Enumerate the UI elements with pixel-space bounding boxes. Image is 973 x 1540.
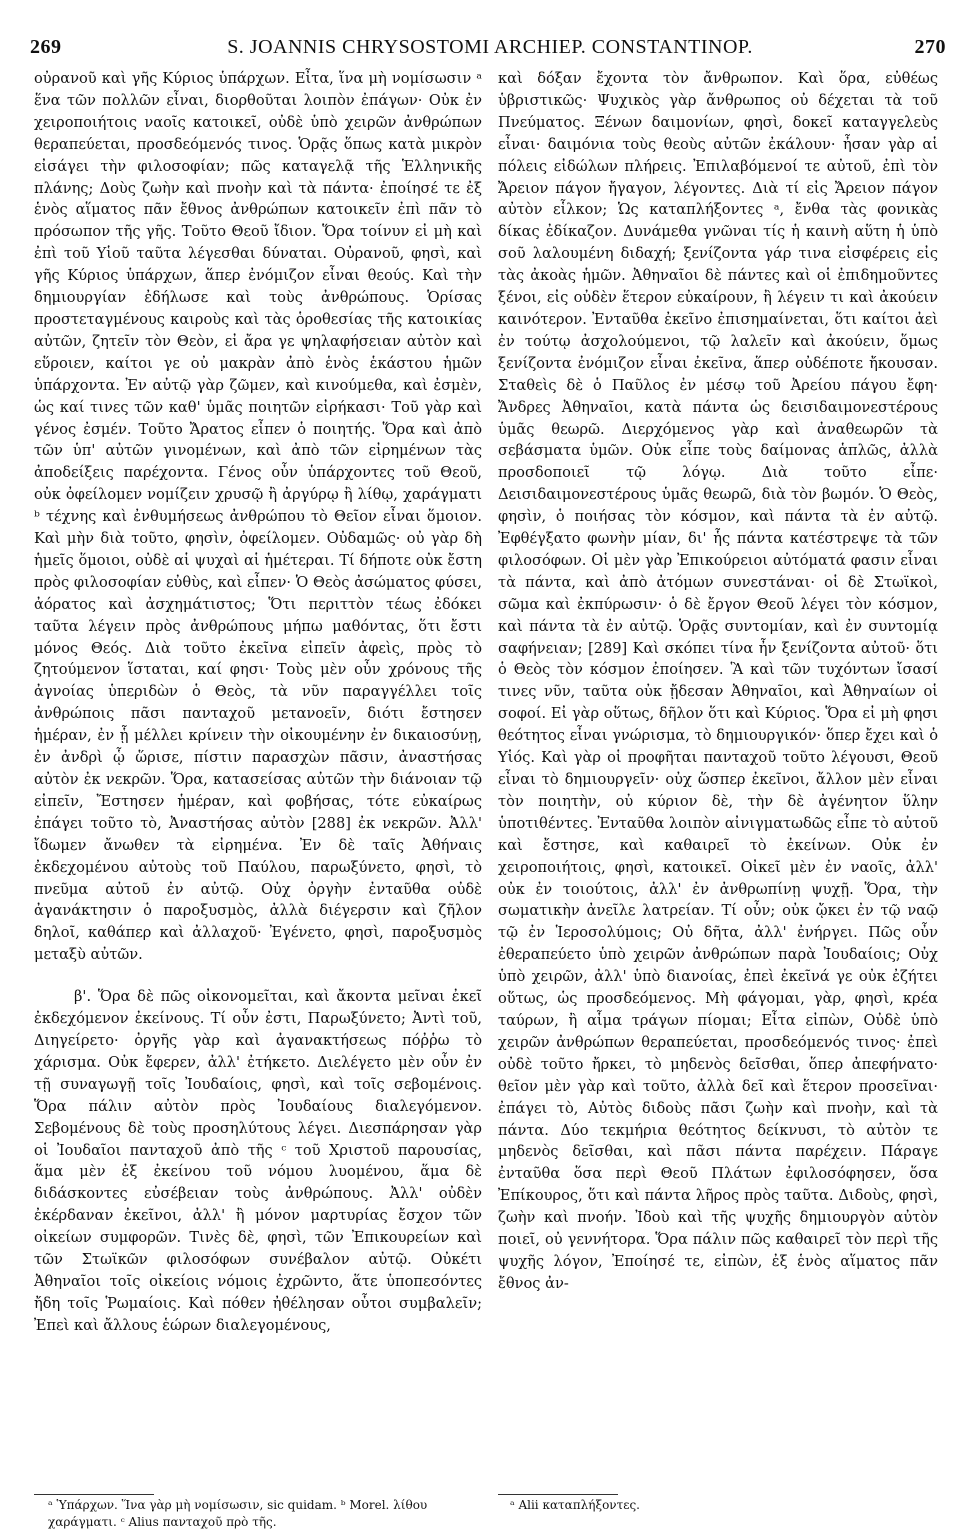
footnote-rule-right — [498, 1494, 618, 1495]
footnotes-right: ᵃ Alii καταπλήξοντες. — [510, 1498, 640, 1512]
left-paragraph-1: οὐρανοῦ καὶ γῆς Κύριος ὑπάρχων. Εἶτα, ἵνα μὴ νομίσωσιν ᵃ ἕνα τῶν πολλῶν εἶναι, διορθοῦται λοιπὸν ἐπάγων· Οὐκ ἐν χειροποιήτοις ναοῖς κατοικεῖ, οὐδὲ ὑπὸ χειρῶν ἀνθρώπων θεραπεύεται, προσδεόμενός τινος. Ὁρᾷς ὅπως κατὰ μικρὸν εἰσάγει τὴν φιλοσοφίαν; πῶς καταγελᾷ τῆς Ἑλληνικῆς πλάνης; Δοὺς ζωὴν καὶ πνοὴν καὶ τὰ πάντα· ἐποίησέ τε ἐξ ἑνὸς αἵματος πᾶν ἔθνος ἀνθρώπων κατοικεῖν ἐπὶ πᾶν τὸ πρόσωπον τῆς γῆς. Τοῦτο Θεοῦ ἴδιον. Ὅρα τοίνυν εἰ μὴ καὶ ἐπὶ τοῦ Υἱοῦ ταῦτα λέγεσθαι δύναται. Οὐρανοῦ, φησὶ, καὶ γῆς Κύριος ὑπάρχων, ἅπερ ἐνόμιζον εἶναι θεούς. Καὶ τὴν δημιουργίαν ἐδήλωσε καὶ τοὺς ἀνθρώπους. Ὁρίσας προστεταγμένους καιροὺς καὶ τὰς ὁροθεσίας τῆς κατοικίας αὐτῶν, ζητεῖν τὸν Θεὸν, εἰ ἄρα γε ψηλαφήσειαν αὐτὸν καὶ εὕροιεν, καίτοι γε οὐ μακρὰν ἀπὸ ἑνὸς ἑκάστου ἡμῶν ὑπάρχοντα. Ἐν αὐτῷ γὰρ ζῶμεν, καὶ κινούμεθα, καὶ ἐσμὲν, ὡς καί τινες τῶν καθ' ὑμᾶς ποιητῶν εἰρήκασι· Τοῦ γὰρ καὶ γένος ἐσμέν. Τοῦτο Ἄρατος εἶπεν ὁ ποιητής. Ὅρα καὶ ἀπὸ τῶν ὑπ' αὐτῶν γινομένων, καὶ ἀπὸ τῶν εἰρημένων τὰς ἀποδείξεις παρέχοντα. Γένος οὖν ὑπάρχοντες τοῦ Θεοῦ, οὐκ ὀφείλομεν νομίζειν χρυσῷ ἢ ἀργύρῳ ἢ λίθῳ, χαράγματι ᵇ τέχνης καὶ ἐνθυμήσεως ἀνθρώπου τὸ Θεῖον εἶναι ὅμοιον. Καὶ μὴν διὰ τοῦτο, φησὶν, ὀφείλομεν. Οὐδαμῶς· οὐ γὰρ δὴ ἡμεῖς ὅμοιοι, οὐδὲ αἱ ψυχαὶ αἱ ἡμέτεραι. Τί δήποτε οὐκ ἔστη πρὸς φιλοσοφίαν εὐθὺς, καὶ εἶπεν· Ὁ Θεὸς ἀσώματος φύσει, ἀόρατος καὶ ἀσχημάτιστος; Ὅτι περιττὸν τέως ἐδόκει ταῦτα λέγειν πρὸς ἀνθρώπους μήπω μαθόντας, ὅτι ἔστι μόνος Θεός. Διὰ τοῦτο ἐκεῖνα εἰπεῖν ἀφεὶς, πρὸς τὸ ζητούμενον ἵσταται, καί φησι· Τοὺς μὲν οὖν χρόνους τῆς ἀγνοίας ὑπεριδὼν ὁ Θεὸς, τὰ νῦν παραγγέλλει τοῖς ἀνθρώποις πᾶσι πανταχοῦ μετανοεῖν, διότι ἔστησεν ἡμέραν, ἐν ᾗ μέλλει κρίνειν τὴν οἰκουμένην ἐν δικαιοσύνῃ, ἐν ἀνδρὶ ᾧ ὥρισε, πίστιν παρασχὼν πᾶσιν, ἀναστήσας αὐτὸν ἐκ νεκρῶν. Ὅρα, κατασείσας αὐτῶν τὴν διάνοιαν τῷ εἰπεῖν, Ἔστησεν ἡμέραν, καὶ φοβήσας, τότε εὐκαίρως ἐπάγει τοῦτο τὸ, Ἀναστήσας αὐτὸν [288] ἐκ νεκρῶν. Ἀλλ' ἴδωμεν ἄνωθεν τὰ εἰρημένα. Ἐν δὲ ταῖς Ἀθήναις ἐκδεχομένου αὐτοὺς τοῦ Παύλου, παρωξύνετο, φησὶ, τὸ πνεῦμα αὐτοῦ ἐν αὐτῷ. Οὐχ ὀργὴν ἐνταῦθα οὐδὲ ἀγανάκτησιν ὁ παροξυσμὸς, ἀλλὰ διέγερσιν καὶ ζῆλον δηλοῖ, καθάπερ καὶ ἀλλαχοῦ· Ἐγένετο, φησὶ, παροξυσμὸς μεταξὺ αὐτῶν. — [34, 70, 482, 964]
footnotes-left: ᵃ Ὑπάρχων. Ἵνα γὰρ μὴ νομίσωσιν, sic quidam. ᵇ Morel. λίθου χαράγματι. ᶜ Alius πανταχοῦ πρὸ τῆς. — [48, 1498, 428, 1529]
left-column — [34, 68, 482, 1337]
right-column — [498, 68, 938, 1295]
page-number-left: 269 — [30, 36, 62, 58]
right-paragraph-1: καὶ δόξαν ἔχοντα τὸν ἄνθρωπον. Καὶ ὅρα, εὐθέως ὑβριστικῶς· Ψυχικὸς γὰρ ἄνθρωπος οὐ δέχεται τὰ τοῦ Πνεύματος. Ξένων δαιμονίων, φησὶ, δοκεῖ καταγγελεὺς εἶναι· δαιμόνια τοὺς θεοὺς αὐτῶν ἐκάλουν· ἦσαν γὰρ αἱ πόλεις εἰδώλων πλήρεις. Ἐπιλαβόμενοί τε αὐτοῦ, ἐπὶ τὸν Ἄρειον πάγον ἤγαγον, λέγοντες. Διὰ τί εἰς Ἄρειον πάγον αὐτὸν εἷλκον; Ὡς καταπλήξοντες ᵃ, ἔνθα τὰς φονικὰς δίκας ἐδίκαζον. Δυνάμεθα γνῶναι τίς ἡ καινὴ αὕτη ἡ ὑπὸ σοῦ λαλουμένη διδαχή; ξενίζοντα γάρ τινα εἰσφέρεις εἰς τὰς ἀκοὰς ἡμῶν. Ἀθηναῖοι δὲ πάντες καὶ οἱ ἐπιδημοῦντες ξένοι, εἰς οὐδὲν ἕτερον εὐκαίρουν, ἢ λέγειν τι καὶ ἀκούειν καινότερον. Ἐνταῦθα ἐκεῖνο ἐπισημαίνεται, ὅτι καίτοι ἀεὶ ἐν τούτῳ ἀσχολούμενοι, τῷ λαλεῖν καὶ ἀκούειν, ὅμως ξενίζοντα ἐνόμιζον εἶναι ἐκεῖνα, ἅπερ οὐδέποτε ἤκουσαν. Σταθεὶς δὲ ὁ Παῦλος ἐν μέσῳ τοῦ Ἀρείου πάγου ἔφη· Ἄνδρες Ἀθηναῖοι, κατὰ πάντα ὡς δεισιδαιμονεστέρους ὑμᾶς θεωρῶ. Διερχόμενος γὰρ καὶ ἀναθεωρῶν τὰ σεβάσματα ὑμῶν. Οὐκ εἶπε τοὺς δαίμονας ἁπλῶς, ἀλλὰ προσδοποιεῖ τῷ λόγῳ. Διὰ τοῦτο εἶπε· Δεισιδαιμονεστέρους ὑμᾶς θεωρῶ, διὰ τὸν βωμόν. Ὁ Θεὸς, φησὶν, ὁ ποιήσας τὸν κόσμον, καὶ πάντα τὰ ἐν αὐτῷ. Ἐφθέγξατο φωνὴν μίαν, δι' ἧς πάντα κατέστρεψε τὰ τῶν φιλοσόφων. Οἱ μὲν γὰρ Ἐπικούρειοι αὐτόματά φασιν εἶναι τὰ πάντα, καὶ ἀπὸ ἀτόμων συνεστάναι· οἱ δὲ Στωϊκοὶ, σῶμα καὶ ἐκπύρωσιν· ὁ δὲ ἔργον Θεοῦ λέγει τὸν κόσμον, καὶ πάντα τὰ ἐν αὐτῷ. Ὁρᾷς συντομίαν, καὶ ἐν συντομίᾳ σαφήνειαν; [289] Καὶ σκόπει τίνα ἦν ξενίζοντα αὐτοῦ· ὅτι ὁ Θεὸς τὸν κόσμον ἐποίησεν. Ἃ καὶ τῶν τυχόντων ἴσασί τινες νῦν, ταῦτα οὐκ ᾔδεσαν Ἀθηναῖοι, καὶ Ἀθηναίων οἱ σοφοί. Εἰ γὰρ οὕτως, δῆλον ὅτι καὶ Κύριος. Ὅρα εἰ μὴ φησι θεότητος εἶναι γνώρισμα, τὸ δημιουργικόν· ὅπερ ἔχει καὶ ὁ Υἱός. Καὶ γὰρ οἱ προφῆται πανταχοῦ τοῦτο λέγουσι, Θεοῦ εἶναι τὸ δημιουργεῖν· οὐχ ὥσπερ ἐκεῖνοι, ἄλλον μὲν εἶναι τὸν ποιητὴν, οὐ κύριον δὲ, τὴν δὲ ἀγένητον ὕλην ὑποτιθέντες. Ἐνταῦθα λοιπὸν αἰνιγματωδῶς εἶπε τὸ αὐτοῦ καὶ ἔστησε, καὶ καθαιρεῖ τὸ ἐκείνων. Οὐκ ἐν χειροποιήτοις, φησὶ, κατοικεῖ. Οἰκεῖ μὲν ἐν ναοῖς, ἀλλ' οὐκ ἐν τοιούτοις, ἀλλ' ἐν ἀνθρωπίνῃ ψυχῇ. Ὅρα, τὴν σωματικὴν ἀνεῖλε λατρείαν. Τί οὖν; οὐκ ᾤκει ἐν τῷ ναῷ τῷ ἐν Ἱεροσολύμοις; Οὐ δῆτα, ἀλλ' ἐνήργει. Πῶς οὖν ἐθεραπεύετο ὑπὸ χειρῶν ἀνθρώπων παρὰ Ἰουδαίοις; Οὐχ ὑπὸ χειρῶν, ἀλλ' ὑπὸ διανοίας, ἐπεὶ ἐκεῖνά γε οὐκ ἐζήτει οὕτως, ὡς προσδεόμενος. Μὴ φάγομαι, γὰρ, φησὶ, κρέα ταύρων, ἢ αἷμα τράγων πίομαι; Εἶτα εἰπὼν, Οὐδὲ ὑπὸ χειρῶν ἀνθρώπων θεραπεύεται, προσδεόμενός τινος· ἐπεὶ οὐδὲ τοῦτο ἤρκει, τὸ μηδενὸς δεῖσθαι, ὅπερ ἀπεφήνατο· θεῖον μὲν γὰρ καὶ τοῦτο, ἀλλὰ δεῖ καὶ ἕτερον προσεῖναι· ἐπάγει τὸ, Αὐτὸς διδοὺς πᾶσι ζωὴν καὶ πνοὴν, καὶ τὰ πάντα. Δύο τεκμήρια θεότητος δείκνυσι, τὸ αὐτὸν τε μηδενὸς δεῖσθαι, καὶ πᾶσι πάντα παρέχειν. Πάραγε ἐνταῦθα ὅσα περὶ Θεοῦ Πλάτων ἐφιλοσόφησεν, ὅσα Ἐπίκουρος, ὅτι καὶ πάντα λῆρος πρὸς ταῦτα. Διδοὺς, φησὶ, ζωὴν καὶ πνοήν. Ἰδοὺ καὶ τῆς ψυχῆς δημιουργὸν αὐτὸν ποιεῖ, οὐ γεννήτορα. Ὅρα πάλιν πῶς καθαιρεῖ τὸν περὶ τῆς ψυχῆς λόγον, Ἐποίησέ τε, εἰπὼν, ἐξ ἑνὸς αἵματος πᾶν ἔθνος ἀν- — [498, 70, 938, 1292]
running-title: S. JOANNIS CHRYSOSTOMI ARCHIEP. CONSTANTINOP. — [227, 36, 753, 58]
footnote-rule-left — [34, 1494, 154, 1495]
running-header — [30, 36, 946, 62]
page-number-right: 270 — [914, 36, 946, 58]
left-paragraph-2: β'. Ὅρα δὲ πῶς οἰκονομεῖται, καὶ ἄκοντα μεῖναι ἐκεῖ ἐκδεχόμενον ἐκείνους. Τί οὖν ἐστι, Παρωξύνετο; Ἀντὶ τοῦ, Διηγείρετο· ὀργῆς γὰρ καὶ ἀγανακτήσεως πόῤῥω τὸ χάρισμα. Οὐκ ἔφερεν, ἀλλ' ἐτήκετο. Διελέγετο μὲν οὖν ἐν τῇ συναγωγῇ τοῖς Ἰουδαίοις, φησὶ, καὶ τοῖς σεβομένοις. Ὅρα πάλιν αὐτὸν πρὸς Ἰουδαίους διαλεγόμενον. Σεβομένους δὲ τοὺς προσηλύτους λέγει. Διεσπάρησαν γὰρ οἱ Ἰουδαῖοι πανταχοῦ ἀπὸ τῆς ᶜ τοῦ Χριστοῦ παρουσίας, ἅμα μὲν ἐξ ἐκείνου τοῦ νόμου λυομένου, ἅμα δὲ διδάσκοντες εὐσέβειαν τοὺς ἀνθρώπους. Ἀλλ' οὐδὲν ἐκέρδαναν ἐκεῖνοι, ἀλλ' ἢ μόνον μαρτυρίας ἔσχον τῶν οἰκείων συμφορῶν. Τινὲς δὲ, φησὶ, τῶν Ἐπικουρείων καὶ τῶν Στωϊκῶν φιλοσόφων συνέβαλον αὐτῷ. Οὐκέτι Ἀθηναῖοι τοῖς οἰκείοις νόμοις ἐχρῶντο, ἅτε ὑποπεσόντες ἤδη τοῖς Ῥωμαίοις. Καὶ πόθεν ἠθέλησαν οὗτοι συμβαλεῖν; Ἐπεὶ καὶ ἄλλους ἑώρων διαλεγομένους, — [34, 988, 482, 1334]
